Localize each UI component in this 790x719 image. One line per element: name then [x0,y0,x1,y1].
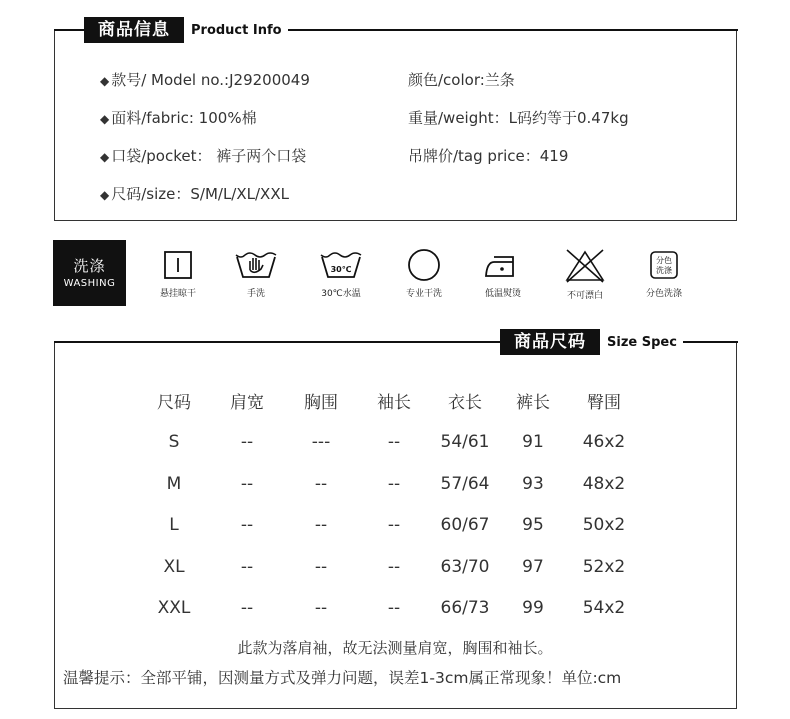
cell-pants-length: 99 [522,598,544,619]
wash-temperature: 30℃ [330,265,352,274]
cell-size: XXL [157,598,191,619]
info-weight: 重量/weight：L码约等于0.47kg [408,109,629,127]
cell-chest: -- [314,556,328,577]
header-chest: 胸围 [304,393,338,414]
header-sleeve: 袖长 [377,393,411,414]
care-low-iron [463,248,543,299]
bullet-diamond: ◆ [100,74,110,88]
care-label: 低温熨烫 [484,289,521,299]
cell-top-length: 54/61 [440,432,490,453]
title-line [676,341,738,343]
hang-dry-icon [161,248,195,282]
care-dry-clean [384,248,464,299]
header-pants-length: 裤长 [516,393,550,414]
care-hand-wash [216,248,296,299]
header-size: 尺码 [157,393,191,414]
wash-separately-icon [647,248,681,282]
care-label: 悬挂晾干 [159,289,196,299]
care-label: 专业干洗 [405,289,442,299]
care-label: 手洗 [246,289,265,299]
care-label: 30℃水温 [321,289,361,299]
info-size: ◆ 尺码/size：S/M/L/XL/XXL [100,185,289,203]
cell-shoulder: -- [240,598,254,619]
cell-sleeve: -- [387,473,401,494]
cell-top-length: 63/70 [440,556,490,577]
table-row [140,422,640,464]
info-model-no: ◆ 款号/ Model no.:J29200049 [100,71,310,89]
title-line [54,29,84,31]
cell-top-length: 57/64 [440,473,490,494]
cell-size: M [166,473,182,494]
cell-size: S [168,432,180,453]
cell-sleeve: -- [387,556,401,577]
cell-shoulder: -- [240,515,254,536]
bullet-diamond: ◆ [100,150,110,164]
cell-shoulder: -- [240,432,254,453]
wash-separately-text-1: 分色 [656,256,672,265]
size-spec-title [500,329,683,355]
cell-sleeve: -- [387,598,401,619]
washing-title-en: WASHING [63,278,116,289]
cell-chest: -- [314,598,328,619]
cell-sleeve: -- [387,432,401,453]
info-color: 颜色/color:兰条 [408,71,515,89]
info-fabric: ◆ 面料/fabric: 100%棉 [100,109,257,127]
table-header-row [140,380,640,422]
info-tag-price: 吊牌价/tag price：419 [408,147,569,165]
table-row [140,546,640,588]
bullet-diamond: ◆ [100,188,110,202]
cell-hip: 52x2 [582,556,626,577]
cell-chest: -- [314,473,328,494]
cell-pants-length: 95 [522,515,544,536]
dry-clean-icon [406,248,442,282]
product-info-title [84,17,288,43]
table-row [140,588,640,630]
title-line [272,29,738,31]
cell-pants-length: 93 [522,473,544,494]
care-no-bleach [545,248,625,301]
cell-hip: 48x2 [582,473,626,494]
header-hip: 臀围 [587,393,621,414]
cell-sleeve: -- [387,515,401,536]
product-info-title-cn: 商品信息 [84,17,184,43]
no-bleach-icon [564,248,606,284]
table-row [140,463,640,505]
cell-chest: --- [311,432,331,453]
wash-30-icon [319,248,363,282]
cell-size: L [169,515,179,536]
info-pocket: ◆ 口袋/pocket： 裤子两个口袋 [100,147,307,165]
cell-hip: 50x2 [582,515,626,536]
size-table [140,380,640,629]
header-top-length: 衣长 [448,393,482,414]
low-iron-icon [482,248,524,282]
size-spec-title-en: Size Spec [607,334,677,350]
care-wash-30 [301,248,381,299]
cell-chest: -- [314,515,328,536]
cell-top-length: 60/67 [440,515,490,536]
size-spec-title-cn: 商品尺码 [500,329,600,355]
care-wash-separately [624,248,704,299]
cell-shoulder: -- [240,473,254,494]
cell-hip: 46x2 [582,432,626,453]
care-label: 分色洗涤 [645,289,682,299]
cell-size: XL [163,556,185,577]
washing-badge [53,240,126,306]
size-note: 此款为落肩袖，故无法测量肩宽，胸围和袖长。 [237,639,553,657]
product-info-title-en: Product Info [191,22,282,38]
cell-shoulder: -- [240,556,254,577]
cell-pants-length: 97 [522,556,544,577]
cell-hip: 54x2 [582,598,626,619]
header-shoulder: 肩宽 [230,393,264,414]
washing-title-cn: 洗涤 [73,257,106,275]
care-label: 不可漂白 [566,291,603,301]
wash-separately-text-2: 洗涤 [656,266,672,275]
table-row [140,505,640,547]
title-line [54,341,500,343]
bullet-diamond: ◆ [100,112,110,126]
measurement-tip: 温馨提示：全部平铺，因测量方式及弹力问题，误差1-3cm属正常现象！单位:cm [63,669,622,687]
cell-top-length: 66/73 [440,598,490,619]
care-hang-dry [138,248,218,299]
hand-wash-icon [234,248,278,282]
cell-pants-length: 91 [522,432,544,453]
